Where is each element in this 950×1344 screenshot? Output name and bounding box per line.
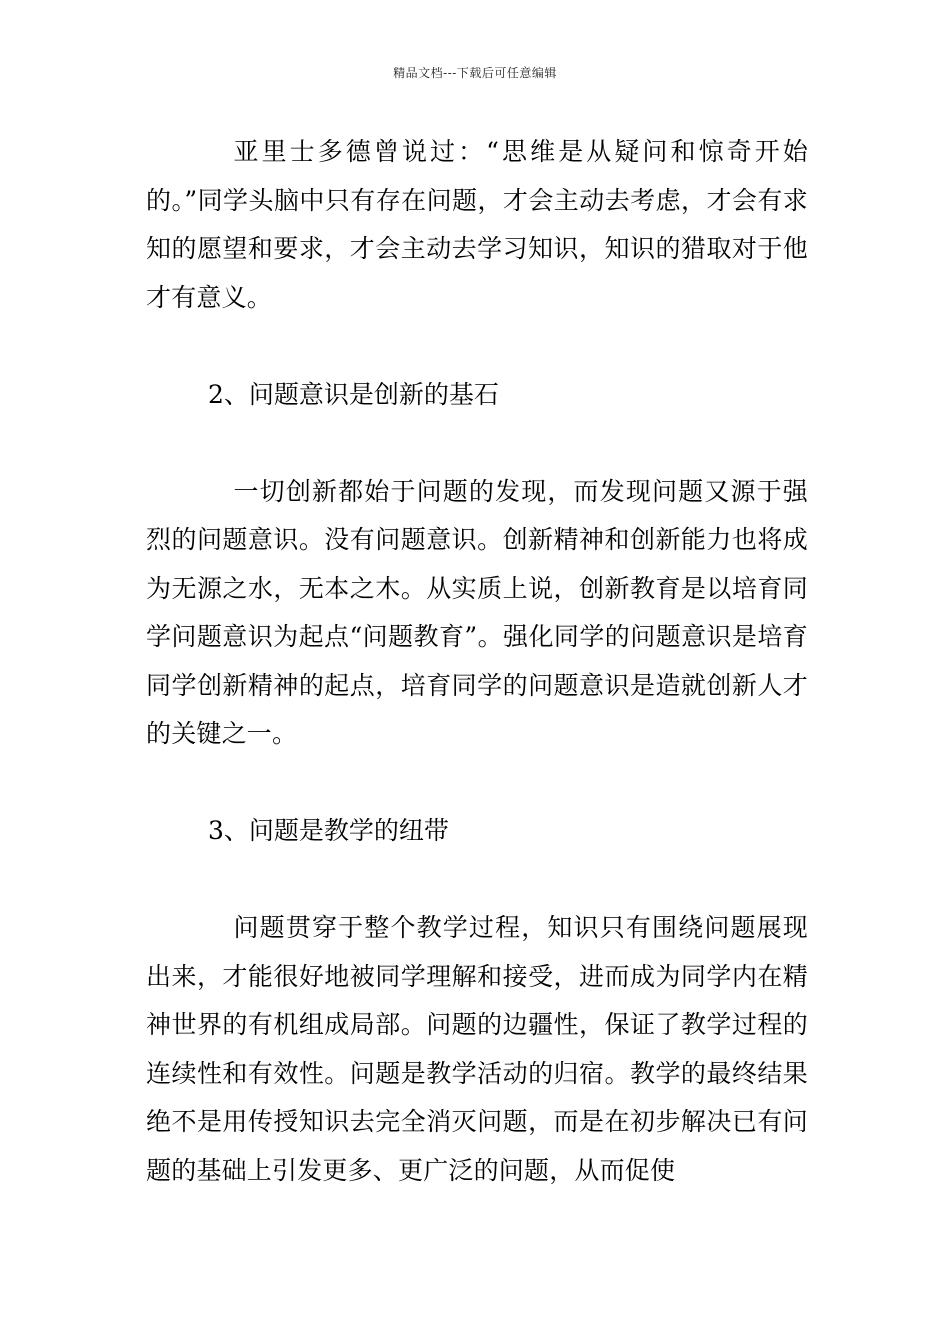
paragraph-aristotle-quote: 亚里士多德曾说过：“思维是从疑问和惊奇开始的。”同学头脑中只有存在问题，才会主动去考虑，才会有求知的愿望和要求，才会主动去学习知识，知识的猎取对于他才有意义。 (146, 137, 808, 312)
paragraph-spacer (146, 759, 808, 808)
paragraph-spacer (146, 322, 808, 371)
page-header: 精品文档---下载后可任意编辑 (393, 66, 557, 80)
section-heading-2: 2、问题意识是创新的基石 (208, 379, 499, 409)
section-heading-3: 3、问题是教学的纽带 (208, 816, 449, 845)
paragraph-innovation: 一切创新都始于问题的发现，而发现问题又源于强烈的问题意识。没有问题意识。创新精神和创新能力也将成为无源之水，无本之木。从实质上说，创新教育是以培育同学问题意识为起点“问题教育”。强化同学的问题意识是培育同学创新精神的起点，培育同学的问题意识是造就创新人才的关键之一。 (146, 476, 808, 748)
paragraph-spacer (146, 419, 808, 468)
paragraph-spacer (146, 856, 808, 905)
document-body (146, 128, 808, 1195)
paragraph-teaching-link: 问题贯穿于整个教学过程，知识只有围绕问题展现出来，才能很好地被同学理解和接受，进而成为同学内在精神世界的有机组成局部。问题的边疆性，保证了教学过程的连续性和有效性。问题是教学活动的归宿。教学的最终结果绝不是用传授知识去完全消灭问题，而是在初步解决已有问题的基础上引发更多、更广泛的问题，从而促使 (146, 913, 808, 1185)
